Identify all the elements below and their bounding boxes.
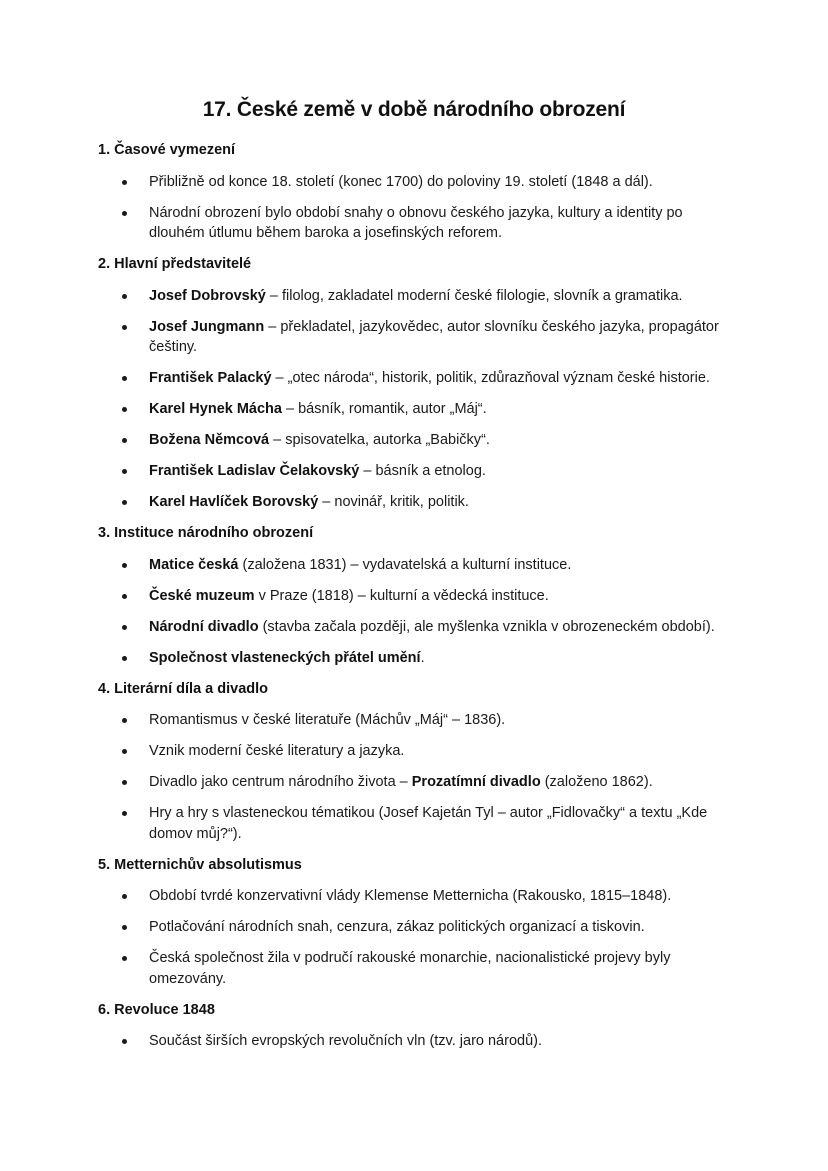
bullet-list [98, 1031, 738, 1052]
bullet-icon [122, 180, 127, 185]
list-item: Národní divadlo (stavba začala později, ale myšlenka vznikla v obrozeneckém období). [98, 617, 738, 638]
section-literature-theatre [98, 679, 738, 845]
bullet-icon [122, 294, 127, 299]
person-name: Josef Dobrovský [149, 287, 266, 304]
institution-name: Společnost vlasteneckých přátel umění [149, 649, 421, 666]
bullet-icon [122, 749, 127, 754]
bullet-list [98, 710, 738, 844]
list-item: Společnost vlasteneckých přátel umění. [98, 648, 738, 669]
list-item: Josef Dobrovský – filolog, zakladatel moderní české filologie, slovník a gramatika. [98, 286, 738, 307]
bullet-list [98, 286, 738, 513]
institution-name: České muzeum [149, 587, 255, 604]
theatre-name: Prozatímní divadlo [411, 774, 541, 790]
list-item: České muzeum v Praze (1818) – kulturní a vědecká instituce. [98, 586, 738, 607]
bullet-icon [122, 656, 127, 661]
list-item: Součást širších evropských revolučních vln (tzv. jaro národů). [98, 1031, 738, 1052]
bullet-icon [122, 780, 127, 785]
bullet-icon [122, 211, 127, 216]
section-heading: 3. Instituce národního obrození [98, 525, 314, 541]
person-name: František Palacký [149, 370, 272, 386]
person-name: František Ladislav Čelakovský [149, 463, 360, 479]
list-item: Božena Němcová – spisovatelka, autorka „Babičky“. [98, 430, 738, 451]
list-item: Potlačování národních snah, cenzura, zákaz politických organizací a tiskovin. [98, 917, 738, 938]
person-name: Karel Hynek Mácha [149, 401, 282, 417]
section-heading: 4. Literární díla a divadlo [98, 680, 269, 697]
list-item: Karel Hynek Mácha – básník, romantik, autor „Máj“. [98, 399, 738, 420]
bullet-icon [122, 594, 127, 599]
section-heading: 1. Časové vymezení [98, 142, 236, 158]
bullet-list [98, 555, 738, 669]
bullet-icon [122, 956, 127, 961]
person-name: Božena Němcová [149, 432, 270, 448]
section-heading: 5. Metternichův absolutismus [98, 856, 302, 873]
bullet-icon [122, 563, 127, 568]
list-item: Matice česká (založena 1831) – vydavatelská a kulturní instituce. [98, 555, 738, 576]
person-name: Josef Jungmann [149, 318, 265, 335]
institution-name: Matice česká [149, 556, 239, 573]
section-time-period [98, 140, 738, 244]
bullet-icon [122, 438, 127, 443]
bullet-list [98, 172, 738, 244]
bullet-icon [122, 407, 127, 412]
page-title: 17. České země v době národního obrození [202, 98, 626, 121]
list-item: Josef Jungmann – překladatel, jazykovědec, autor slovníku českého jazyka, propagátor češtiny. [98, 317, 738, 358]
bullet-list [98, 886, 738, 989]
list-item: Romantismus v české literatuře (Máchův „Máj“ – 1836). [98, 710, 738, 731]
list-item: František Ladislav Čelakovský – básník a etnolog. [98, 461, 738, 482]
list-item: Vznik moderní české literatury a jazyka. [98, 741, 738, 762]
list-item: Divadlo jako centrum národního života – Prozatímní divadlo (založeno 1862). [98, 772, 738, 793]
bullet-icon [122, 500, 127, 505]
institution-name: Národní divadlo [149, 618, 259, 635]
bullet-icon [122, 925, 127, 930]
person-name: Karel Havlíček Borovský [149, 494, 319, 510]
bullet-icon [122, 469, 127, 474]
list-item: Karel Havlíček Borovský – novinář, kritik, politik. [98, 492, 738, 513]
document-body [98, 140, 738, 1062]
section-heading: 6. Revoluce 1848 [98, 1001, 215, 1018]
list-item: Národní obrození bylo období snahy o obnovu českého jazyka, kultury a identity po dlouhém útlumu během baroka a josefinských reforem. [98, 203, 738, 244]
bullet-icon [122, 811, 127, 816]
section-heading: 2. Hlavní představitelé [98, 256, 252, 272]
bullet-icon [122, 718, 127, 723]
section-metternich-absolutism [98, 855, 738, 990]
bullet-icon [122, 1039, 127, 1044]
list-item: Hry a hry s vlasteneckou tématikou (Josef Kajetán Tyl – autor „Fidlovačky“ a textu „Kde domov můj?“). [98, 803, 738, 844]
list-item: Přibližně od konce 18. století (konec 1700) do poloviny 19. století (1848 a dál). [98, 172, 738, 193]
list-item: Česká společnost žila v područí rakouské monarchie, nacionalistické projevy byly omezovány. [98, 948, 738, 989]
bullet-icon [122, 625, 127, 630]
section-main-figures [98, 254, 738, 513]
list-item: František Palacký – „otec národa“, historik, politik, zdůrazňoval význam české historie. [98, 368, 738, 389]
bullet-icon [122, 376, 127, 381]
bullet-icon [122, 325, 127, 330]
section-revolution-1848 [98, 1000, 738, 1052]
list-item: Období tvrdé konzervativní vlády Klemense Metternicha (Rakousko, 1815–1848). [98, 886, 738, 907]
section-institutions [98, 523, 738, 668]
bullet-icon [122, 894, 127, 899]
